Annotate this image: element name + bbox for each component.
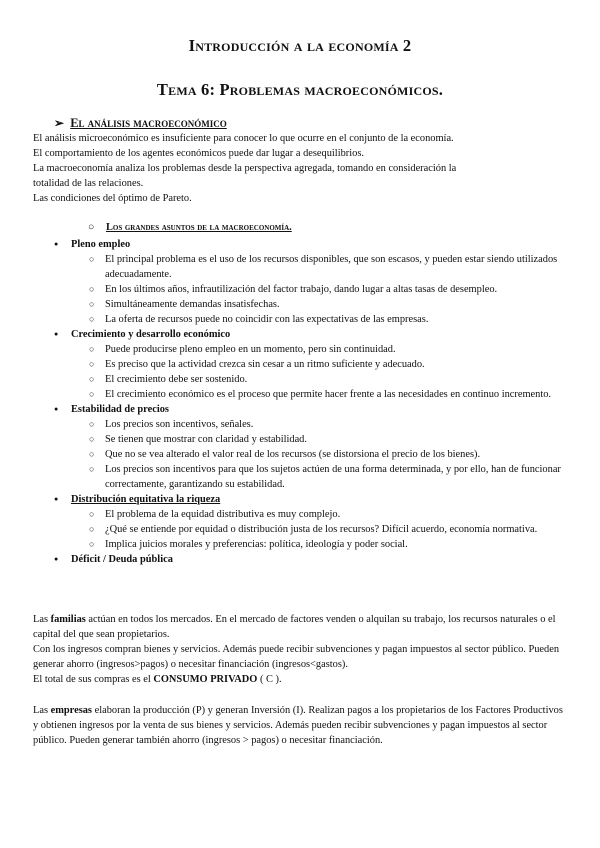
topic-item: ● Distribución equitativa la riqueza bbox=[33, 492, 573, 507]
topic-subitem: ○ La oferta de recursos puede no coincidir con las expectativas de las empresas. bbox=[33, 312, 573, 327]
intro-line: El comportamiento de los agentes económicos puede dar lugar a desequilibrios. bbox=[33, 148, 364, 159]
hollow-bullet-icon: ○ bbox=[88, 222, 95, 233]
topic-subitem: ○ El problema de la equidad distributiva es muy complejo. bbox=[33, 507, 573, 522]
intro-line: Las condiciones del óptimo de Pareto. bbox=[33, 193, 192, 204]
families-paragraph bbox=[33, 612, 568, 687]
companies-paragraph bbox=[33, 703, 568, 748]
subsection-heading bbox=[88, 222, 292, 233]
intro-paragraph bbox=[33, 131, 568, 206]
families-text-3: El total de sus compras es el CONSUMO PRIVADO ( C ). bbox=[33, 674, 282, 685]
topic-subitem: ○ Los precios son incentivos para que los sujetos actúen de una forma determinada, y por ello, han de funcionar correctamente, garantizando su estabilidad. bbox=[33, 462, 573, 492]
topic-subitem: ○ Es preciso que la actividad crezca sin cesar a un ritmo suficiente y adecuado. bbox=[33, 357, 573, 372]
topic-subitem: ○ El crecimiento económico es el proceso que permite hacer frente a las necesidades en continuo incremento. bbox=[33, 387, 573, 402]
intro-line: El análisis microeconómico es insuficiente para conocer lo que ocurre en el conjunto de la economía. bbox=[33, 133, 454, 144]
topic-subitem: ○ Puede producirse pleno empleo en un momento, pero sin continuidad. bbox=[33, 342, 573, 357]
topic-item: ● Estabilidad de precios bbox=[33, 402, 573, 417]
topic-subitem: ○ El principal problema es el uso de los recursos disponibles, que son escasos, y pueden estar siendo utilizados adecuadamente. bbox=[33, 252, 573, 282]
arrow-bullet-icon: ➢ bbox=[54, 116, 65, 130]
topic-subitem: ○ Simultáneamente demandas insatisfechas. bbox=[33, 297, 573, 312]
companies-text: Las empresas elaboran la producción (P) y generan Inversión (I). Realizan pagos a los propietarios de los Factores Productivos y obtienen ingresos por la venta de sus bienes y servicios. Además pueden recibir subvenciones y pagan impuestos al sector público. Pueden generar también ahorro (ingresos > pagos) o necesitar financiación. bbox=[33, 705, 563, 746]
families-text-1: Las familias actúan en todos los mercados. En el mercado de factores venden o alquilan su trabajo, los recursos naturales o el capital del que sean propietarios. bbox=[33, 614, 556, 640]
section-heading-text: El análisis macroeconómico bbox=[70, 116, 227, 130]
topic-subitem: ○ Implica juicios morales y preferencias: política, ideología y poder social. bbox=[33, 537, 573, 552]
topic-subitem: ○ Se tienen que mostrar con claridad y estabilidad. bbox=[33, 432, 573, 447]
section-heading bbox=[54, 116, 227, 131]
topic-subitem: ○ Que no se vea alterado el valor real de los recursos (se distorsiona el precio de los bienes). bbox=[33, 447, 573, 462]
topic-subitem: ○ El crecimiento debe ser sostenido. bbox=[33, 372, 573, 387]
intro-line: La macroeconomía analiza los problemas desde la perspectiva agregada, tomando en consideración la bbox=[33, 163, 457, 174]
course-title: Introducción a la economía 2 bbox=[188, 36, 412, 55]
topic-subitem: ○ Los precios son incentivos, señales. bbox=[33, 417, 573, 432]
topic-subitem: ○ ¿Qué se entiende por equidad o distribución justa de los recursos? Difícil acuerdo, economía normativa. bbox=[33, 522, 573, 537]
topic-title: Tema 6: Problemas macroeconómicos. bbox=[156, 80, 444, 99]
topic-subitem: ○ En los últimos años, infrautilización del factor trabajo, dando lugar a altas tasas de desempleo. bbox=[33, 282, 573, 297]
topic-item: ● Déficit / Deuda pública bbox=[33, 552, 573, 567]
subsection-heading-text: Los grandes asuntos de la macroeconomía. bbox=[106, 222, 292, 233]
topic-item: ● Pleno empleo bbox=[33, 237, 573, 252]
topic-item: ● Crecimiento y desarrollo económico bbox=[33, 327, 573, 342]
intro-line: totalidad de las relaciones. bbox=[33, 178, 144, 189]
topics-list bbox=[33, 237, 573, 567]
families-text-2: Con los ingresos compran bienes y servicios. Además puede recibir subvenciones y pagan impuestos al sector público. Pueden generar ahorro (ingresos>pagos) o necesitar financiación (ingresos<gastos). bbox=[33, 644, 560, 670]
